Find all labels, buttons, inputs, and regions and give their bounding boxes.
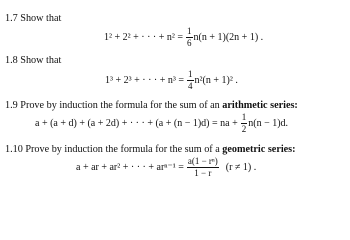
equation-fraction bbox=[186, 27, 193, 48]
problem-number: 1.7 bbox=[5, 13, 18, 24]
equation-fraction bbox=[241, 113, 248, 134]
fraction-numerator: 1 bbox=[241, 112, 247, 122]
equation-rhs: n²(n + 1)² . bbox=[194, 75, 238, 86]
fraction-numerator: a(1 − rⁿ) bbox=[187, 156, 218, 166]
problem-intro: Prove by induction the formula for the sum of an bbox=[20, 100, 220, 111]
problem-number: 1.9 bbox=[5, 100, 18, 111]
problem-1-7-equation bbox=[104, 27, 263, 48]
equation-rhs: n(n − 1)d. bbox=[248, 118, 289, 129]
problem-1-9-heading bbox=[5, 100, 298, 111]
equation-lhs: 1² + 2² + · · · + n² = bbox=[104, 32, 184, 43]
fraction-denominator: 6 bbox=[187, 38, 192, 48]
equation-lhs: a + (a + d) + (a + 2d) + · · · + (a + (n − 1)d) = na + bbox=[35, 118, 238, 129]
equation-rhs: n(n + 1)(2n + 1) . bbox=[193, 32, 264, 43]
problem-1-7-heading bbox=[5, 13, 61, 24]
problem-1-10-heading bbox=[5, 144, 296, 155]
fraction-denominator: 2 bbox=[241, 124, 247, 134]
problem-1-10-equation bbox=[76, 157, 256, 178]
fraction-numerator: 1 bbox=[187, 26, 192, 36]
problem-1-8-equation bbox=[105, 70, 238, 91]
equation-lhs: a + ar + ar² + · · · + arⁿ⁻¹ = bbox=[76, 162, 184, 173]
problem-bold-term: geometric series: bbox=[222, 144, 296, 155]
problem-number: 1.10 bbox=[5, 144, 23, 155]
fraction-denominator: 4 bbox=[188, 81, 193, 91]
equation-fraction bbox=[187, 157, 219, 178]
problem-number: 1.8 bbox=[5, 55, 18, 66]
equation-fraction bbox=[187, 70, 194, 91]
problem-1-8-heading bbox=[5, 55, 61, 66]
problem-bold-term: arithmetic series: bbox=[222, 100, 298, 111]
fraction-denominator: 1 − r bbox=[194, 168, 212, 178]
equation-rhs: (r ≠ 1) . bbox=[225, 162, 257, 173]
problem-intro: Show that bbox=[20, 55, 62, 66]
problem-intro: Show that bbox=[20, 13, 62, 24]
problem-intro: Prove by induction the formula for the sum of a bbox=[25, 144, 220, 155]
fraction-numerator: 1 bbox=[188, 69, 193, 79]
problem-1-9-equation bbox=[35, 113, 288, 134]
equation-lhs: 1³ + 2³ + · · · + n³ = bbox=[105, 75, 185, 86]
